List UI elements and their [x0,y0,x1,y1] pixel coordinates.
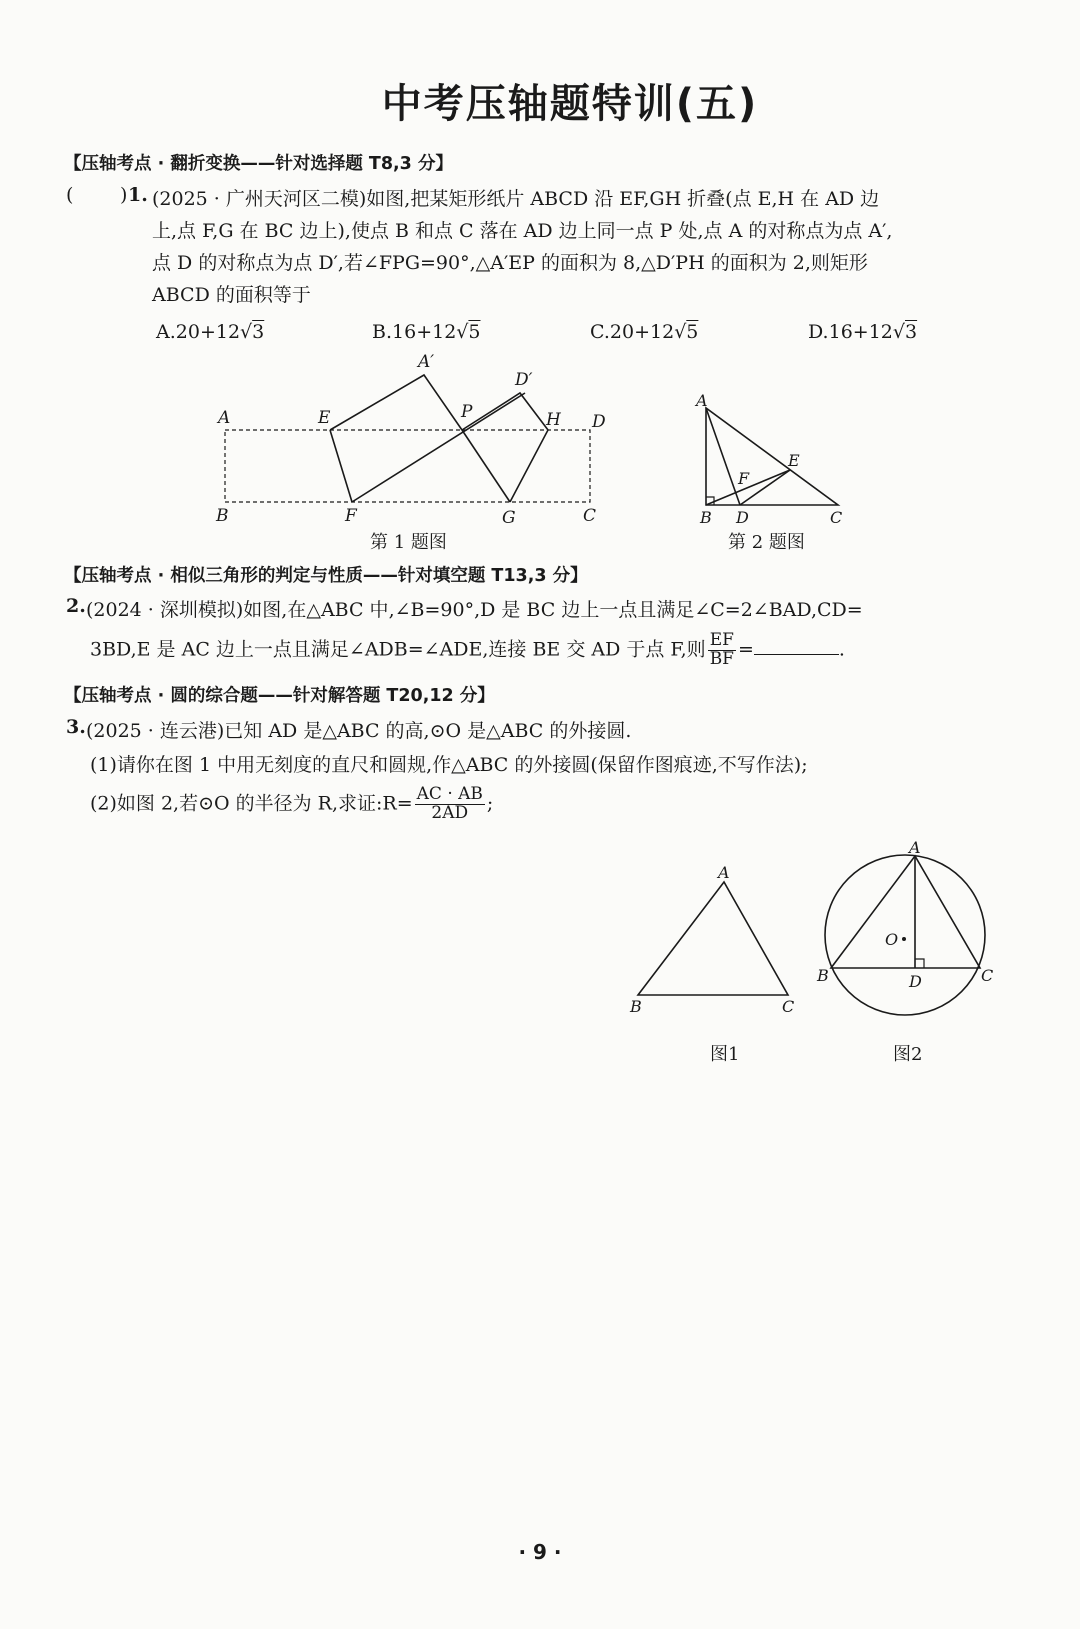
page-number: · 9 · [518,1540,562,1564]
label-A: A [696,391,708,410]
label-C: C [830,508,843,527]
figure-3-caption: 图1 [710,1044,740,1065]
question-text-line: ABCD 的面积等于 [152,284,311,306]
question-part-2: (2)如图 2,若⊙O 的半径为 R,求证:R= $\frac{AC \cdot AB}{2AD}$ ; [90,784,494,823]
label-C: C [583,506,597,526]
label-F: F [738,469,750,488]
question-number: 2. [66,595,86,617]
answer-paren-open: ( [66,184,74,206]
figure-2-caption: 第 2 题图 [728,532,805,553]
label-D-prime: D′ [515,370,533,390]
fraction-ac-ab-2ad: $\frac{AC \cdot AB}{2AD}$ [416,784,483,823]
label-E: E [788,451,800,470]
label-B: B [700,508,712,527]
answer-paren-close: ) [120,184,128,206]
section-header-similar-triangles: 【压轴考点 · 相似三角形的判定与性质——针对填空题 T13,3 分】 [64,566,588,586]
section-header-circle: 【压轴考点 · 圆的综合题——针对解答题 T20,12 分】 [64,686,495,706]
figure-1-folded-rectangle [200,345,630,535]
label-B: B [216,506,229,526]
label-P: P [461,402,473,422]
page-title: 中考压轴题特训(五) [381,81,759,127]
option-a: A.20+12√3 [156,321,265,343]
label-A-prime: A′ [418,352,435,372]
label-A: A [218,408,231,428]
label-C: C [782,997,795,1016]
figure-3-triangle [620,860,810,1020]
label-C: C [981,966,994,985]
question-number: 3. [66,716,86,738]
question-text-line: (2025 · 广州天河区二模)如图,把某矩形纸片 ABCD 沿 EF,GH 折叠(点 E,H 在 AD 边 [152,188,880,210]
label-D: D [592,412,606,432]
question-text-line: 3BD,E 是 AC 边上一点且满足∠ADB=∠ADE,连接 BE 交 AD 于点 F,则 $\frac{EF}{BF}$ = . [90,630,845,669]
figure-2-right-triangle [690,390,860,530]
label-A: A [718,863,730,882]
label-D: D [909,972,922,991]
label-F: F [345,506,357,526]
label-G: G [502,508,516,528]
question-number: 1. [128,184,148,206]
answer-blank[interactable] [754,636,839,655]
label-H: H [546,410,561,430]
label-D: D [736,508,749,527]
figure-4-caption: 图2 [893,1044,923,1065]
option-d: D.16+12√3 [808,321,918,343]
question-text-line: (2024 · 深圳模拟)如图,在△ABC 中,∠B=90°,D 是 BC 边上一点且满足∠C=2∠BAD,CD= [86,599,863,621]
figure-4-circumscribed-circle [805,835,1005,1035]
label-A: A [909,838,921,857]
section-header-folding: 【压轴考点 · 翻折变换——针对选择题 T8,3 分】 [64,154,453,174]
option-b: B.16+12√5 [372,321,481,343]
question-text-line: (2025 · 连云港)已知 AD 是△ABC 的高,⊙O 是△ABC 的外接圆. [86,720,632,742]
question-part-1: (1)请你在图 1 中用无刻度的直尺和圆规,作△ABC 的外接圆(保留作图痕迹,不写作法); [90,754,808,776]
label-B: B [817,966,829,985]
fraction-ef-bf: $\frac{EF}{BF}$ [709,630,734,669]
option-c: C.20+12√5 [590,321,699,343]
question-text-line: 上,点 F,G 在 BC 边上),使点 B 和点 C 落在 AD 边上同一点 P 处,点 A 的对称点为点 A′, [152,220,893,242]
figure-1-caption: 第 1 题图 [370,532,447,553]
label-O: O [885,930,899,949]
label-E: E [318,408,331,428]
center-point [902,937,906,941]
label-B: B [630,997,642,1016]
question-text-line: 点 D 的对称点为点 D′,若∠FPG=90°,△A′EP 的面积为 8,△D′PH 的面积为 2,则矩形 [152,252,868,274]
